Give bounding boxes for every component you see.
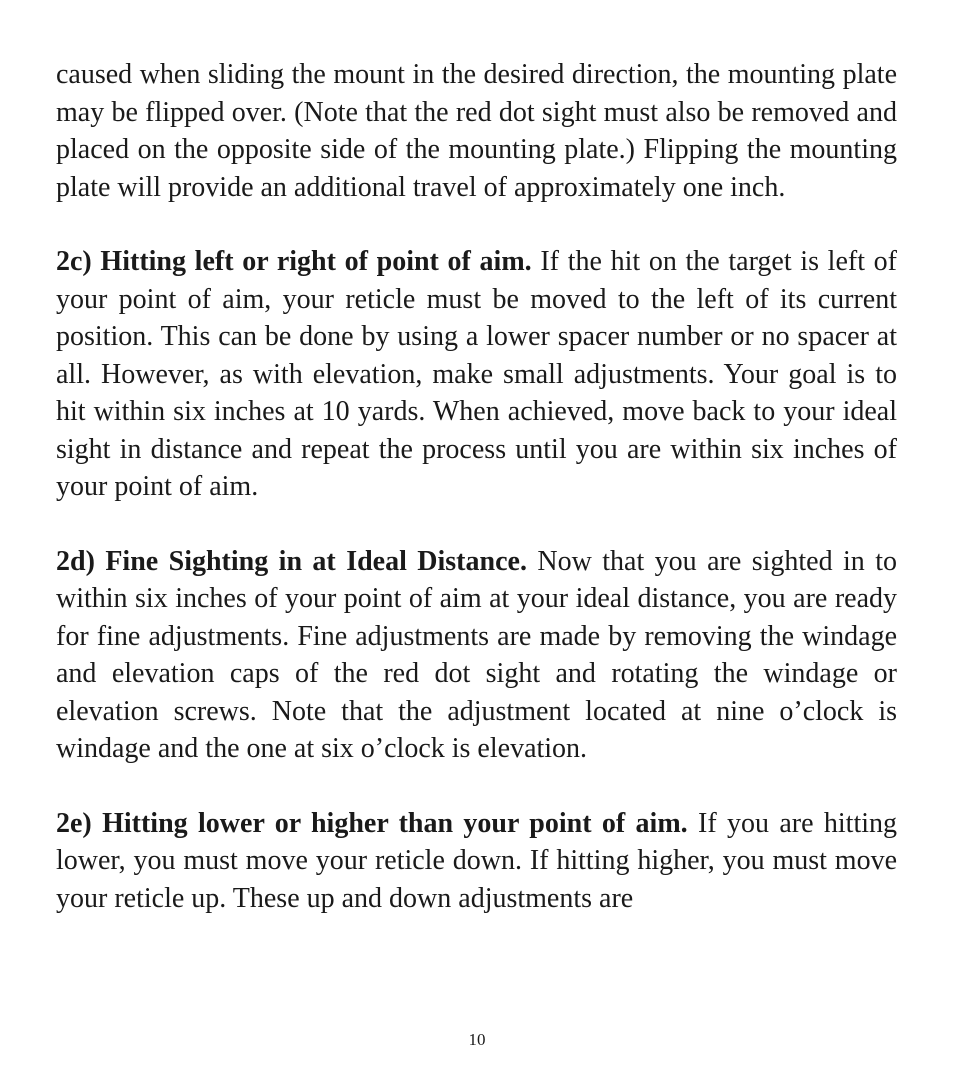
paragraph-body: If you are hitting lower, you must move your reticle down. If hitting higher, you must move your reticle up. These up and down adjustments are: [56, 807, 898, 914]
section-heading-2c: 2c) Hitting left or right of point of aim.: [56, 246, 532, 277]
page-number: 10: [468, 1030, 486, 1049]
paragraph-2d: [56, 543, 897, 768]
paragraph-2c: [56, 243, 897, 506]
paragraph-mounting-plate: [56, 56, 897, 206]
section-heading-2d: 2d) Fine Sighting in at Ideal Distance.: [56, 545, 527, 577]
paragraph-body: caused when sliding the mount in the desired direction, the mounting plate may be flipped over. (Note that the red dot sight must also be removed and placed on the opposite side of the mounting plate.) Flipping the mounting plate will provide an additional travel of approximately one inch.: [56, 59, 897, 203]
document-page: [56, 56, 897, 954]
paragraph-2e: [56, 805, 897, 918]
section-heading-2e: 2e) Hitting lower or higher than your point of aim.: [56, 807, 688, 839]
paragraph-body: Now that you are sighted in to within six inches of your point of aim at your ideal distance, you are ready for fine adjustments. Fine adjustments are made by removing the windage and elevation caps of the red dot sight and rotating the windage or elevation screws. Note that the adjustment located at nine o’clock is windage and the one at six o’clock is elevation.: [56, 545, 897, 764]
paragraph-body: If the hit on the target is left of your point of aim, your reticle must be moved to the left of its current position. This can be done by using a lower spacer number or no spacer at all. However, as with elevation, make small adjustments. Your goal is to hit within six inches at 10 yards. When achieved, move back to your ideal sight in distance and repeat the process until you are within six inches of your point of aim.: [56, 246, 897, 502]
